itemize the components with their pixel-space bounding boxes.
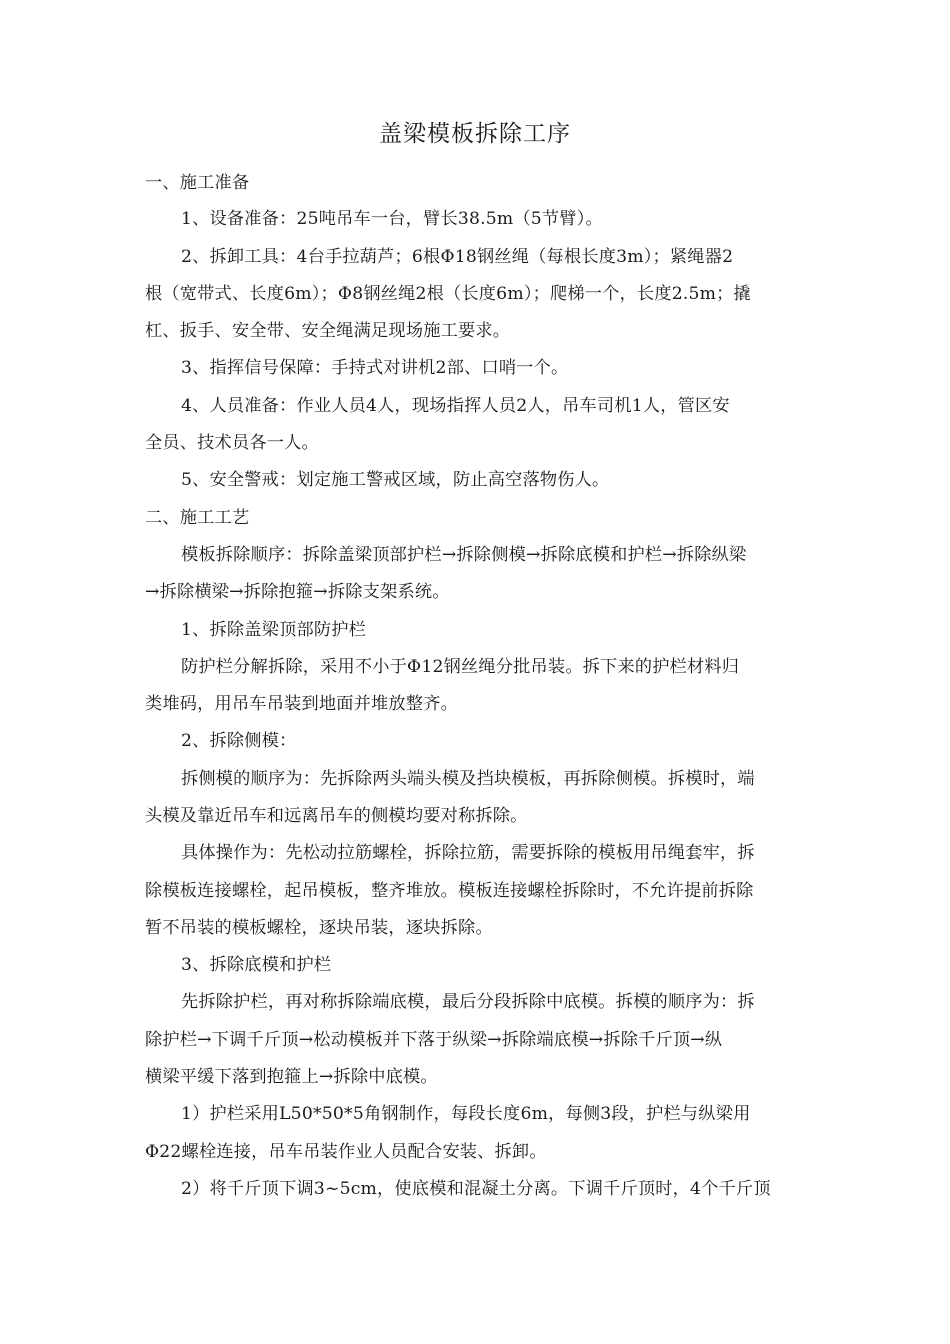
paragraph-line: →拆除横梁→拆除抱箍→拆除支架系统。 [145,582,450,602]
paragraph-line: Φ22螺栓连接，吊车吊装作业人员配合安装、拆卸。 [145,1142,547,1162]
paragraph-line: 除护栏→下调千斤顶→松动模板并下落于纵梁→拆除端底模→拆除千斤顶→纵 [145,1030,723,1050]
paragraph-line: 类堆码，用吊车吊装到地面并堆放整齐。 [145,694,458,714]
paragraph-line: 具体操作为：先松动拉筋螺栓，拆除拉筋，需要拆除的模板用吊绳套牢，拆 [181,843,755,863]
subsection-heading: 2、拆除侧模： [181,731,297,751]
section-heading: 二、施工工艺 [145,508,250,528]
paragraph-line: 除模板连接螺栓，起吊模板，整齐堆放。模板连接螺栓拆除时，不允许提前拆除 [145,881,754,901]
subsection-heading: 1、拆除盖梁顶部防护栏 [181,620,367,640]
paragraph-line: 3、指挥信号保障：手持式对讲机2部、口哨一个。 [181,358,569,378]
paragraph-line: 4、人员准备：作业人员4人，现场指挥人员2人，吊车司机1人，管区安 [181,396,730,416]
paragraph-line: 模板拆除顺序：拆除盖梁顶部护栏→拆除侧模→拆除底模和护栏→拆除纵梁 [181,545,747,565]
paragraph-line: 根（宽带式、长度6m）；Φ8钢丝绳2根（长度6m）；爬梯一个，长度2.5m；撬 [145,284,751,304]
paragraph-line: 5、安全警戒：划定施工警戒区域，防止高空落物伤人。 [181,470,610,490]
paragraph-line: 1、设备准备：25吨吊车一台，臂长38.5m（5节臂）。 [181,209,603,229]
paragraph-line: 横梁平缓下落到抱箍上→拆除中底模。 [145,1067,438,1087]
paragraph-line: 拆侧模的顺序为：先拆除两头端头模及挡块模板，再拆除侧模。拆模时，端 [181,769,755,789]
paragraph-line: 全员、技术员各一人。 [145,433,319,453]
subsection-heading: 3、拆除底模和护栏 [181,955,332,975]
paragraph-line: 2）将千斤顶下调3~5cm，使底模和混凝土分离。下调千斤顶时，4个千斤顶 [181,1179,771,1199]
document-title: 盖梁模板拆除工序 [379,121,571,147]
paragraph-line: 头模及靠近吊车和远离吊车的侧模均要对称拆除。 [145,806,528,826]
paragraph-line: 防护栏分解拆除，采用不小于Φ12钢丝绳分批吊装。拆下来的护栏材料归 [181,657,740,677]
paragraph-line: 2、拆卸工具：4台手拉葫芦；6根Φ18钢丝绳（每根长度3m）；紧绳器2 [181,247,734,267]
paragraph-line: 暂不吊装的模板螺栓，逐块吊装，逐块拆除。 [145,918,493,938]
paragraph-line: 杠、扳手、安全带、安全绳满足现场施工要求。 [145,321,511,341]
paragraph-line: 先拆除护栏，再对称拆除端底模，最后分段拆除中底模。拆模的顺序为：拆 [181,992,755,1012]
section-heading: 一、施工准备 [145,173,250,193]
paragraph-line: 1）护栏采用L50*50*5角钢制作，每段长度6m，每侧3段，护栏与纵梁用 [181,1104,751,1124]
